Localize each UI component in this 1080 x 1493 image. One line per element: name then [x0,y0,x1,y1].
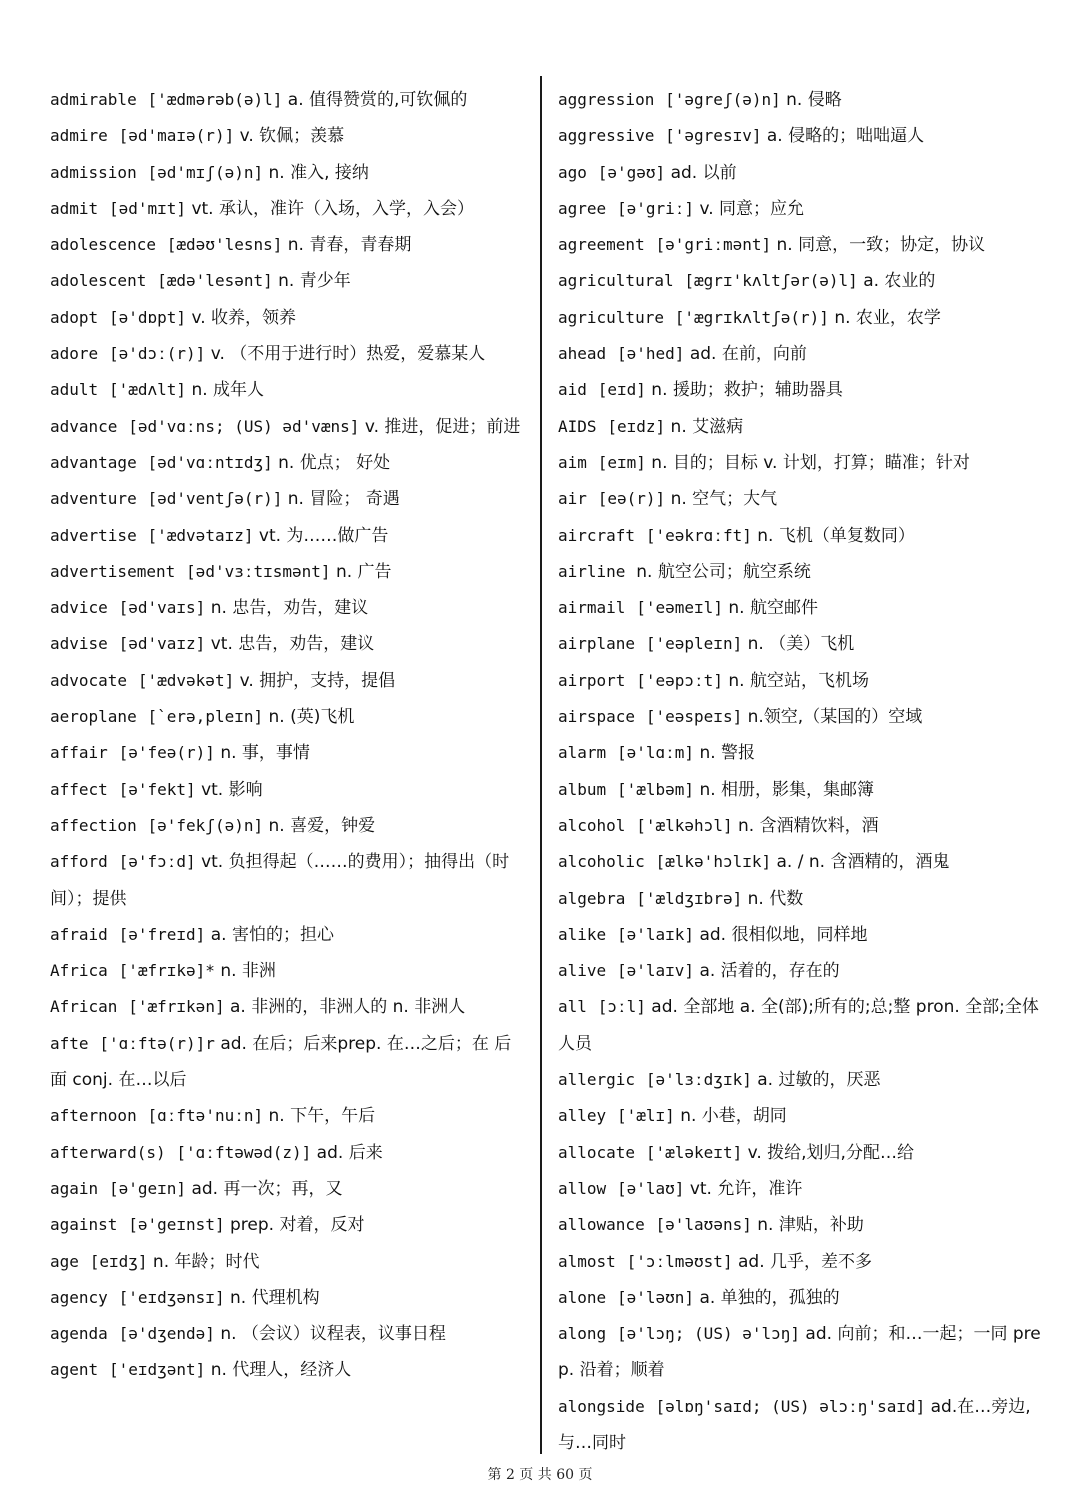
entry-phonetic: [əd'vaɪz] [118,634,206,654]
entry-definition: a. 农业的 [863,271,936,292]
entry-phonetic: ['ædvətaɪz] [147,525,254,545]
entry-word: alone [558,1287,607,1307]
dictionary-entry [50,227,528,263]
dictionary-entry [558,1389,1046,1462]
entry-word: again [50,1178,99,1198]
entry-word: affection [50,815,137,835]
entry-phonetic: [ɑːftə'nuːn] [147,1106,264,1126]
dictionary-entry [558,1280,1046,1316]
entry-definition: vt. 忠告，劝告，建议 [210,634,375,655]
dictionary-entry [558,481,1046,517]
entry-definition: a. / n. 含酒精的，酒鬼 [776,852,950,873]
entry-definition: v. 推进，促进；前进 [364,416,521,437]
entry-definition: n. 冒险； 奇遇 [287,489,400,510]
entry-definition: vt. 为……做广告 [258,525,389,546]
dictionary-entry [558,735,1046,771]
dictionary-entry [558,881,1046,917]
entry-definition: a. 非洲的，非洲人的 n. 非洲人 [229,997,466,1018]
entry-phonetic: ['ældʒɪbrə] [636,888,743,908]
dictionary-entry [558,336,1046,372]
entry-phonetic: ['eəkrɑːft] [645,525,752,545]
entry-definition: n. 成年人 [191,380,265,401]
dictionary-entry [558,518,1046,554]
entry-definition: n. 同意，一致；协定，协议 [776,235,986,256]
dictionary-entry [50,118,528,154]
dictionary-entry [558,663,1046,699]
entry-phonetic: ['ɑːftə(r)]r [99,1033,215,1053]
dictionary-entry [50,808,528,844]
dictionary-entry [558,263,1046,299]
dictionary-entry [50,1135,528,1171]
entry-phonetic: [ə'lɔŋ; (US) ə'lɔŋ] [616,1324,801,1344]
entry-word: all [558,997,587,1017]
entry-definition: ad. 在后；后来prep. 在…之后；在 后面 conj. 在…以后 [50,1033,512,1091]
entry-definition: a. 活着的，存在的 [699,961,840,982]
dictionary-entry [50,663,528,699]
entry-word: afte [50,1033,89,1053]
dictionary-entry [558,554,1046,590]
dictionary-entry [50,844,528,917]
entry-definition: n. 含酒精饮料，酒 [737,815,879,836]
entry-phonetic: [ædə'lesənt] [157,271,273,291]
entry-word: airport [558,670,626,690]
entry-phonetic: [ə'lɑːm] [616,743,695,763]
entry-word: alarm [558,743,607,763]
entry-phonetic: [ə'laʊ] [616,1178,685,1198]
dictionary-entry [50,372,528,408]
dictionary-entry [50,554,528,590]
entry-word: almost [558,1251,616,1271]
entry-definition: a. 值得赞赏的,可钦佩的 [287,90,468,110]
entry-phonetic: [ə'geɪn] [108,1178,187,1198]
entry-word: advertisement [50,561,176,581]
entry-definition: n. 航空邮件 [728,598,818,619]
dictionary-entry [558,409,1046,445]
entry-definition: ad. 后来 [316,1142,383,1163]
entry-phonetic: ['ædvəkət] [137,670,235,690]
dictionary-entry [558,300,1046,336]
entry-definition: v. （不用于进行时）热爱，爱慕某人 [210,344,486,365]
dictionary-entry [558,772,1046,808]
entry-definition: n. 警报 [699,743,756,764]
entry-definition: v. 钦佩；羡慕 [239,126,345,147]
dictionary-entry [558,227,1046,263]
entry-phonetic: [əlɒŋ'saɪd; (US) əlɔːŋ'saɪd] [655,1396,926,1416]
entry-word: advertise [50,525,137,545]
entry-word: alike [558,924,607,944]
dictionary-entry [558,1316,1046,1389]
entry-word: advantage [50,452,137,472]
entry-word: admire [50,126,108,146]
entry-definition: n. 飞机（单复数同） [757,525,915,546]
entry-phonetic: [eɪd] [597,380,646,400]
entry-word: afternoon [50,1106,137,1126]
entry-definition: n.领空,（某国的）空域 [747,707,923,728]
entry-definition: n. 青少年 [278,271,351,292]
entry-phonetic: ['ɔːlməʊst] [626,1251,733,1271]
entry-word: airplane [558,634,636,654]
entry-word: alive [558,961,607,981]
dictionary-entry [558,1244,1046,1280]
right-column [558,82,1046,1461]
entry-word: along [558,1324,607,1344]
entry-phonetic: [ə'freɪd] [118,924,206,944]
entry-definition: ad.在…旁边,与…同时 [558,1396,1031,1453]
entry-phonetic: [əd'mɪʃ(ə)n] [147,162,264,182]
entry-phonetic: [ə'dʒendə] [118,1324,215,1344]
entry-definition: v. 拥护，支持，提倡 [239,670,396,691]
dictionary-entry [558,82,1046,118]
entry-phonetic: [eɪm] [597,452,646,472]
entry-definition: v. 拨给,划归,分配…给 [747,1142,914,1163]
entry-phonetic: [eɪdz] [607,416,666,436]
entry-phonetic: [ə'dɒpt] [108,307,187,327]
entry-word: agenda [50,1324,108,1344]
dictionary-entry [50,155,528,191]
dictionary-entry [50,1098,528,1134]
entry-definition: ad. 再一次；再，又 [191,1178,343,1199]
entry-word: agency [50,1287,108,1307]
entry-phonetic: [ə'hed] [616,344,685,364]
dictionary-entry [50,300,528,336]
entry-word: alongside [558,1396,645,1416]
entry-word: ahead [558,344,607,364]
entry-phonetic: [ælkə'hɔlɪk] [655,852,772,872]
entry-word: aggression [558,90,655,109]
dictionary-entry [50,917,528,953]
entry-phonetic: ['æləkeɪt] [645,1142,743,1162]
entry-phonetic: [əd'vɑːntɪdʒ] [147,452,273,472]
entry-word: adolescent [50,271,147,291]
entry-word: admirable [50,90,137,109]
entry-phonetic: ['eəpɔːt] [636,670,723,690]
left-column [50,82,528,1389]
entry-definition: ad. 在前，向前 [689,344,807,365]
dictionary-entry [558,1098,1046,1134]
entry-definition: n. 航空站，飞机场 [728,670,869,691]
entry-word: adventure [50,489,137,509]
dictionary-entry [50,735,528,771]
entry-phonetic: ['æfrɪkən] [128,997,225,1017]
entry-word: airline [558,561,626,581]
entry-definition: n. 目的；目标 v. 计划，打算；瞄准；针对 [651,452,970,473]
entry-word: adore [50,344,99,364]
entry-definition: n. 忠告，劝告，建议 [210,598,369,619]
entry-definition: n. 小巷，胡同 [680,1106,787,1127]
entry-word: agreement [558,235,645,255]
dictionary-entry [50,1171,528,1207]
entry-phonetic: [ægrɪ'kʌltʃər(ə)l] [684,271,858,291]
entry-phonetic: [ə'dɔː(r)] [108,344,206,364]
entry-phonetic: [əd'vɜːtɪsmənt] [186,561,331,581]
entry-word: aggressive [558,126,655,146]
entry-word: ago [558,162,587,182]
entry-phonetic: ['eɪdʒənsɪ] [118,1287,225,1307]
entry-word: agree [558,198,607,218]
entry-word: alcoholic [558,852,645,872]
dictionary-entry [558,1062,1046,1098]
entry-word: airmail [558,598,626,618]
entry-phonetic: ['eəmeɪl] [636,598,723,618]
entry-definition: vt. 允许，准许 [689,1178,803,1199]
entry-word: alcohol [558,815,626,835]
dictionary-entry [50,336,528,372]
entry-definition: a. 单独的，孤独的 [699,1287,840,1308]
entry-phonetic: ['ælɪ] [616,1106,675,1126]
entry-word: advocate [50,670,128,690]
entry-phonetic: ['ɑːftəwəd(z)] [176,1142,312,1162]
entry-phonetic: [əd'ventʃə(r)] [147,489,283,509]
entry-word: agricultural [558,271,674,291]
dictionary-entry [50,409,528,445]
dictionary-entry [558,372,1046,408]
entry-word: algebra [558,888,626,908]
page-footer: 第 2 页 共 60 页 [487,1467,593,1483]
entry-phonetic: [əd'mɪt] [108,198,187,218]
dictionary-entry [50,699,528,735]
entry-definition: n. 航空公司；航空系统 [636,561,811,582]
entry-word: agriculture [558,307,664,327]
dictionary-entry [558,1171,1046,1207]
entry-phonetic: ['ælkəhɔl] [636,815,733,835]
entry-definition: ad. 很相似地，同样地 [699,924,868,945]
entry-definition: n. 相册，影集，集邮簿 [699,779,875,800]
entry-definition: n. 青春，青春期 [287,235,412,256]
entry-phonetic: [`erə,pleɪn] [147,707,264,727]
entry-word: against [50,1215,118,1235]
dictionary-entry [50,191,528,227]
entry-definition: n. 年龄；时代 [152,1251,260,1272]
dictionary-entry [50,263,528,299]
entry-phonetic: ['eəspeɪs] [645,707,743,727]
dictionary-entry [50,518,528,554]
entry-definition: n. （美）飞机 [747,634,855,655]
entry-phonetic: [ə'gəʊ] [597,162,666,182]
entry-phonetic: ['ædmərəb(ə)l] [147,90,283,109]
entry-word: adolescence [50,235,156,255]
entry-definition: n. 广告 [335,561,392,582]
column-divider [540,76,542,1454]
dictionary-entry [50,1207,528,1243]
dictionary-entry [558,1135,1046,1171]
entry-phonetic: [ə'griː] [616,198,695,218]
dictionary-entry [558,118,1046,154]
entry-definition: n. 代理机构 [229,1287,320,1308]
entry-word: admit [50,198,99,218]
entry-word: aircraft [558,525,636,545]
entry-phonetic: [ə'ləʊn] [616,1287,695,1307]
dictionary-entry [558,808,1046,844]
entry-definition: n. 准入, 接纳 [268,162,369,183]
entry-definition: n. 津贴，补助 [757,1215,864,1236]
dictionary-entry [50,953,528,989]
dictionary-entry [50,481,528,517]
entry-phonetic: [ə'fekʃ(ə)n] [147,815,264,835]
dictionary-entry [50,590,528,626]
entry-definition: n. 代数 [747,888,804,909]
dictionary-entry [50,1244,528,1280]
entry-phonetic: [ə'feə(r)] [118,743,215,763]
entry-definition: n. 艾滋病 [670,416,744,437]
entry-word: advance [50,416,118,436]
entry-word: album [558,779,607,799]
dictionary-entry [50,989,528,1025]
entry-word: allowance [558,1215,645,1235]
dictionary-entry [50,1316,528,1352]
dictionary-entry [558,989,1046,1062]
entry-word: allow [558,1178,607,1198]
entry-word: agent [50,1360,99,1380]
entry-phonetic: ['ælbəm] [616,779,695,799]
entry-definition: n. 喜爱，钟爱 [268,815,376,836]
entry-word: alley [558,1106,607,1126]
entry-word: age [50,1251,79,1271]
entry-definition: ad. 几乎，差不多 [737,1251,873,1272]
entry-word: afterward(s) [50,1142,166,1162]
entry-definition: vt. 影响 [201,779,263,800]
entry-definition: ad. 全部地 a. 全(部);所有的;总;整 pron. 全部;全体人员 [558,997,1039,1054]
entry-word: affect [50,779,108,799]
entry-word: Africa [50,961,108,981]
entry-phonetic: [ə'fɔːd] [118,852,196,872]
dictionary-entry [558,699,1046,735]
entry-word: afraid [50,924,108,944]
entry-word: allergic [558,1070,636,1090]
entry-definition: ad. 以前 [670,162,737,183]
entry-definition: vt. 承认，准许（入场，入学，入会） [191,198,474,219]
entry-phonetic: ['ægrɪkʌltʃə(r)] [674,307,829,327]
entry-word: adopt [50,307,99,327]
entry-definition: v. 收养，领养 [191,307,297,328]
entry-definition: a. 侵略的；咄咄逼人 [766,126,925,147]
entry-word: aeroplane [50,707,137,727]
dictionary-entry [50,626,528,662]
entry-phonetic: ['æfrɪkə]* [118,961,215,981]
entry-definition: v. 同意；应允 [699,198,805,219]
entry-word: allocate [558,1142,636,1162]
entry-word: affair [50,743,108,763]
entry-definition: n. 援助；救护；辅助器具 [651,380,843,401]
entry-word: African [50,997,118,1017]
entry-word: airspace [558,707,636,727]
dictionary-entry [558,155,1046,191]
entry-phonetic: ['eɪdʒənt] [108,1360,206,1380]
dictionary-entry [50,1352,528,1388]
entry-word: aid [558,380,587,400]
entry-definition: ad. 向前；和…一起；一同 prep. 沿着；顺着 [558,1324,1041,1381]
entry-phonetic: [ə'laɪv] [616,961,695,981]
dictionary-entry [558,844,1046,880]
dictionary-entry [50,445,528,481]
entry-definition: n. 下午，午后 [268,1106,376,1127]
dictionary-entry [558,445,1046,481]
dictionary-entry [558,1207,1046,1243]
dictionary-entry [558,953,1046,989]
entry-phonetic: [ɔːl] [597,997,646,1017]
entry-phonetic: [ə'laɪk] [616,924,695,944]
entry-phonetic: ['ædʌlt] [108,380,187,400]
dictionary-entry [50,1026,528,1099]
entry-definition: a. 过敏的，厌恶 [757,1070,881,1091]
entry-definition: n. 侵略 [786,90,842,110]
entry-phonetic: [əd'maɪə(r)] [118,126,235,146]
entry-definition: vt. 负担得起（……的费用）；抽得出（时间）；提供 [50,852,510,909]
entry-phonetic: [əd'vɑːns; (US) əd'væns] [128,416,360,436]
entry-definition: prep. 对着，反对 [229,1215,365,1236]
entry-phonetic: [ædəʊ'lesns] [166,235,283,255]
entry-word: air [558,489,587,509]
entry-phonetic: [ə'geɪnst] [128,1215,225,1235]
entry-word: adult [50,380,99,400]
entry-phonetic: ['eəpleɪn] [645,634,743,654]
entry-definition: n. (英)飞机 [268,707,355,728]
entry-definition: n. 代理人，经济人 [210,1360,352,1381]
entry-phonetic: [əd'vaɪs] [118,598,206,618]
entry-phonetic: [eɪdʒ] [89,1251,148,1271]
dictionary-entry [558,590,1046,626]
entry-definition: n. 优点； 好处 [278,452,391,473]
dictionary-entry [50,82,528,118]
dictionary-entry [558,191,1046,227]
entry-word: admission [50,162,137,182]
entry-phonetic: [ə'griːmənt] [655,235,772,255]
entry-word: afford [50,852,108,872]
entry-phonetic: [ə'laʊəns] [655,1215,752,1235]
dictionary-entry [50,1280,528,1316]
dictionary-entry [558,626,1046,662]
dictionary-entry [558,917,1046,953]
dictionary-entry [50,772,528,808]
entry-word: advise [50,634,108,654]
entry-word: AIDS [558,416,597,436]
entry-phonetic: [eə(r)] [597,489,666,509]
entry-word: aim [558,452,587,472]
entry-definition: n. 空气；大气 [670,489,778,510]
entry-word: advice [50,598,108,618]
entry-definition: n. 事，事情 [220,743,310,764]
entry-definition: n. 农业，农学 [834,307,941,328]
entry-phonetic: [ə'fekt] [118,779,196,799]
entry-phonetic: ['əgresɪv] [665,126,762,146]
entry-definition: a. 害怕的；担心 [210,924,334,945]
entry-phonetic: [ə'lɜːdʒɪk] [645,1070,752,1090]
entry-definition: n. 非洲 [220,961,276,982]
entry-phonetic: ['əgreʃ(ə)n] [665,90,781,109]
entry-definition: n. （会议）议程表，议事日程 [220,1324,446,1345]
